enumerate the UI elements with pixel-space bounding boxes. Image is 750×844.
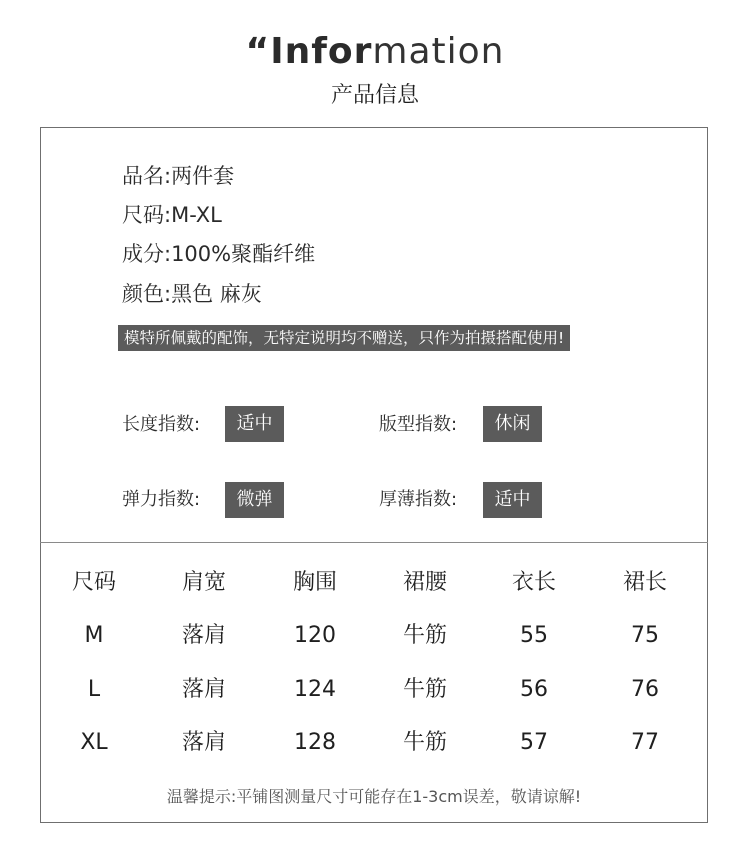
table-header: 裙长 bbox=[622, 570, 667, 595]
length-index-badge: 适中 bbox=[225, 406, 284, 442]
table-header: 胸围 bbox=[292, 570, 337, 595]
table-cell: 落肩 bbox=[181, 623, 226, 648]
table-cell: 55 bbox=[520, 623, 548, 648]
stretch-index-badge: 微弹 bbox=[225, 482, 284, 518]
table-cell: M bbox=[84, 623, 104, 648]
table-cell: 牛筋 bbox=[402, 730, 447, 755]
table-cell: 128 bbox=[294, 730, 336, 755]
table-cell: 落肩 bbox=[181, 677, 226, 702]
thickness-index-label: 厚薄指数: bbox=[379, 489, 458, 510]
measurement-footnote: 温馨提示:平铺图测量尺寸可能存在1-3cm误差，敬请谅解! bbox=[166, 787, 582, 806]
product-name: 品名:两件套 bbox=[122, 164, 235, 188]
title-quote: “ bbox=[245, 31, 271, 72]
info-frame bbox=[40, 127, 708, 823]
stretch-index-label: 弹力指数: bbox=[122, 489, 201, 510]
table-cell: XL bbox=[80, 730, 108, 755]
table-cell: 57 bbox=[520, 730, 548, 755]
table-cell: 124 bbox=[294, 677, 336, 702]
fit-index-label: 版型指数: bbox=[379, 414, 458, 435]
product-colors: 颜色:黑色 麻灰 bbox=[122, 282, 262, 306]
table-header: 尺码 bbox=[71, 570, 116, 595]
thickness-index-badge: 适中 bbox=[483, 482, 542, 518]
table-cell: 56 bbox=[520, 677, 548, 702]
table-cell: 落肩 bbox=[181, 730, 226, 755]
title-light-part: mation bbox=[372, 31, 505, 72]
page-subtitle: 产品信息 bbox=[330, 83, 419, 108]
table-cell: 牛筋 bbox=[402, 677, 447, 702]
table-header: 衣长 bbox=[511, 570, 556, 595]
table-cell: 120 bbox=[294, 623, 336, 648]
table-header: 肩宽 bbox=[181, 570, 226, 595]
table-cell: 76 bbox=[631, 677, 659, 702]
table-header: 裙腰 bbox=[402, 570, 447, 595]
table-cell: 75 bbox=[631, 623, 659, 648]
table-cell: 77 bbox=[631, 730, 659, 755]
page-title bbox=[0, 30, 750, 74]
length-index-label: 长度指数: bbox=[122, 414, 201, 435]
table-cell: L bbox=[87, 677, 101, 702]
product-sizes: 尺码:M-XL bbox=[122, 203, 222, 227]
fit-index-badge: 休闲 bbox=[483, 406, 542, 442]
product-material: 成分:100%聚酯纤维 bbox=[122, 242, 316, 266]
accessory-notice: 模特所佩戴的配饰，无特定说明均不赠送，只作为拍摄搭配使用! bbox=[118, 325, 570, 351]
table-cell: 牛筋 bbox=[402, 623, 447, 648]
section-divider bbox=[40, 542, 708, 543]
title-bold-part: Infor bbox=[270, 31, 373, 72]
